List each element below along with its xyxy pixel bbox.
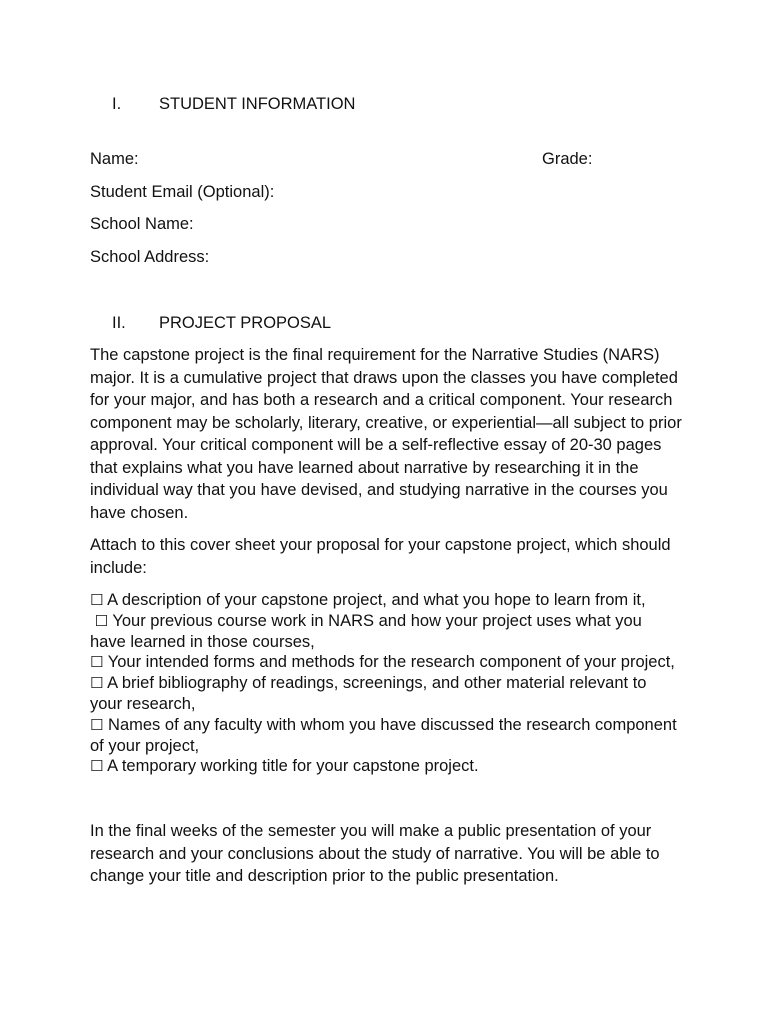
checklist-item-text: Your intended forms and methods for the research component of your project, xyxy=(107,653,675,672)
section-number: I. xyxy=(112,95,122,113)
checklist-item-text: A temporary working title for your capstone project. xyxy=(107,757,479,776)
section-title: STUDENT INFORMATION xyxy=(159,95,356,113)
checklist-item xyxy=(90,652,682,673)
attach-paragraph: Attach to this cover sheet your proposal for your capstone project, which should include: xyxy=(90,536,671,577)
checklist-item xyxy=(90,756,682,777)
email-field-label: Student Email (Optional): xyxy=(90,183,275,201)
name-field-label: Name: xyxy=(90,150,139,168)
school-name-field-label: School Name: xyxy=(90,215,194,233)
checklist-item-text: Your previous course work in NARS and how your project uses what you have learned in those courses, xyxy=(90,611,642,651)
checkbox-icon[interactable]: ☐ xyxy=(94,611,109,630)
checklist-item xyxy=(90,590,682,611)
checklist-item xyxy=(90,673,682,715)
grade-field-label: Grade: xyxy=(542,150,593,168)
proposal-checklist xyxy=(90,590,682,777)
checkbox-icon[interactable]: ☐ xyxy=(90,715,104,734)
checkbox-icon[interactable]: ☐ xyxy=(90,674,104,693)
checklist-item xyxy=(90,611,682,653)
checkbox-icon[interactable]: ☐ xyxy=(90,757,104,776)
school-address-field-label: School Address: xyxy=(90,248,210,266)
section-number: II. xyxy=(112,314,126,332)
checklist-item-text: Names of any faculty with whom you have discussed the research component of your project, xyxy=(90,715,677,755)
checklist-item-text: A description of your capstone project, and what you hope to learn from it, xyxy=(107,591,646,609)
section-heading-project-proposal xyxy=(112,313,331,333)
checkbox-icon[interactable]: ☐ xyxy=(90,653,104,672)
section-heading-student-information xyxy=(112,94,355,114)
section-title: PROJECT PROPOSAL xyxy=(159,314,332,332)
checklist-item-text: A brief bibliography of readings, screenings, and other material relevant to your research, xyxy=(90,674,647,713)
closing-paragraph: In the final weeks of the semester you will make a public presentation of your research and your conclusions about the study of narrative. You will be able to change your title and description prior to the public presentation. xyxy=(90,822,660,885)
intro-paragraph: The capstone project is the final requirement for the Narrative Studies (NARS) major. It is a cumulative project that draws upon the classes you have completed for your major, and has both a research and a critical component. Your research component may be scholarly, literary, creative, or experiential—all subject to prior approval. Your critical component will be a self-reflective essay of 20-30 pages that explains what you have learned about narrative by researching it in the individual way that you have devised, and studying narrative in the courses you have chosen. xyxy=(90,346,682,522)
checkbox-icon[interactable]: ☐ xyxy=(90,591,104,609)
checklist-item xyxy=(90,715,682,757)
